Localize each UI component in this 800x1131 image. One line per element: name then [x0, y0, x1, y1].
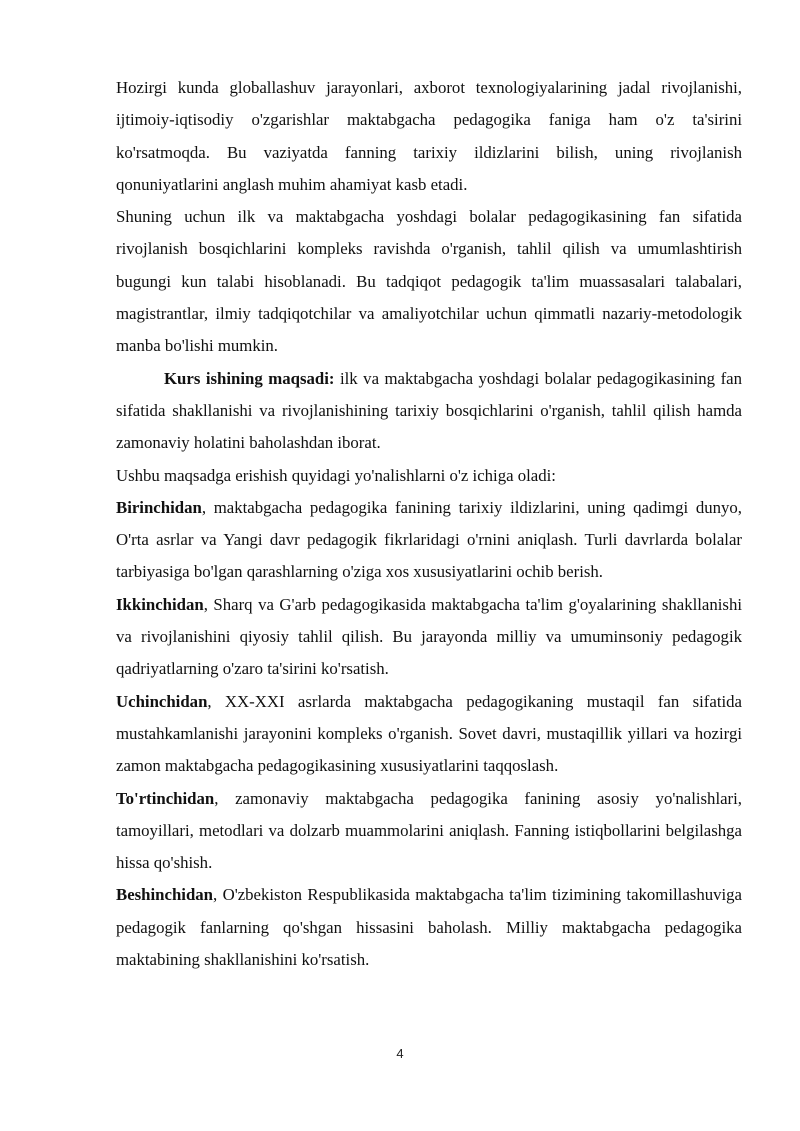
paragraph-first	[116, 492, 742, 589]
paragraph-intro	[116, 72, 742, 201]
paragraph-text: , Sharq va G'arb pedagogikasida maktabgacha ta'lim g'oyalarining shakllanishi va rivojlanishini qiyosiy tahlil qilish. Bu jarayonda milliy va umuminsoniy pedagogik qadriyatlarning o'zaro ta'sirini ko'rsatish.	[116, 594, 742, 679]
paragraph-fourth	[116, 783, 742, 880]
paragraph-text: , zamonaviy maktabgacha pedagogika fanining asosiy yo'nalishlari, tamoyillari, metodlari va dolzarb muammolarini aniqlash. Fanning istiqbollarini belgilashga hissa qo'shish.	[116, 788, 742, 873]
page-number: 4	[396, 1046, 404, 1061]
paragraph-relevance	[116, 201, 742, 362]
paragraph-goal	[116, 363, 742, 460]
paragraph-text: Shuning uchun ilk va maktabgacha yoshdagi bolalar pedagogikasining fan sifatida rivojlanish bosqichlarini kompleks ravishda o'rganish, tahlil qilish va umumlashtirish bugungi kun talabi hisoblanadi. Bu tadqiqot pedagogik ta'lim muassasalari talabalari, magistrantlar, ilmiy tadqiqotchilar va amaliyotchilar uchun qimmatli nazariy-metodologik manba bo'lishi mumkin.	[116, 207, 742, 356]
paragraph-lead: Beshinchidan	[116, 885, 214, 905]
paragraph-text: , O'zbekiston Respublikasida maktabgacha ta'lim tizimining takomillashuviga pedagogik fanlarning qo'shgan hissasini baholash. Milliy maktabgacha pedagogika maktabining shakllanishini ko'rsatish.	[116, 885, 742, 970]
paragraph-text: Ushbu maqsadga erishish quyidagi yo'nalishlarni o'z ichiga oladi:	[116, 465, 556, 485]
paragraph-lead: Ikkinchidan	[116, 594, 204, 614]
paragraph-text: , XX-XXI asrlarda maktabgacha pedagogikaning mustaqil fan sifatida mustahkamlanishi jarayonini kompleks o'rganish. Sovet davri, mustaqillik yillari va hozirgi zamon maktabgacha pedagogikasining xususiyatlarini taqqoslash.	[116, 691, 742, 776]
document-page	[116, 72, 742, 976]
paragraph-lead: To'rtinchidan	[116, 788, 215, 808]
paragraph-third	[116, 686, 742, 783]
paragraph-text: ilk va maktabgacha yoshdagi bolalar pedagogikasining fan sifatida shakllanishi va rivojlanishining tarixiy bosqichlarini o'rganish, tahlil qilish hamda zamonaviy holatini baholashdan iborat.	[116, 368, 742, 453]
paragraph-lead: Uchinchidan	[116, 691, 208, 711]
paragraph-text: , maktabgacha pedagogika fanining tarixiy ildizlarini, uning qadimgi dunyo, O'rta asrlar va Yangi davr pedagogik fikrlaridagi o'rnini aniqlash. Turli davrlarda bolalar tarbiyasiga bo'lgan qarashlarning o'ziga xos xususiyatlarini ochib berish.	[116, 497, 742, 582]
paragraph-lead: Kurs ishining maqsadi:	[164, 368, 335, 388]
paragraph-second	[116, 589, 742, 686]
paragraph-text: Hozirgi kunda globallashuv jarayonlari, axborot texnologiyalarining jadal rivojlanishi, ijtimoiy-iqtisodiy o'zgarishlar maktabgacha pedagogika faniga ham o'z ta'sirini ko'rsatmoqda. Bu vaziyatda fanning tarixiy ildizlarini bilish, uning rivojlanish qonuniyatlarini anglash muhim ahamiyat kasb etadi.	[116, 78, 742, 194]
paragraph-directions-intro	[116, 460, 742, 492]
paragraph-fifth	[116, 879, 742, 976]
paragraph-lead: Birinchidan	[116, 497, 202, 517]
